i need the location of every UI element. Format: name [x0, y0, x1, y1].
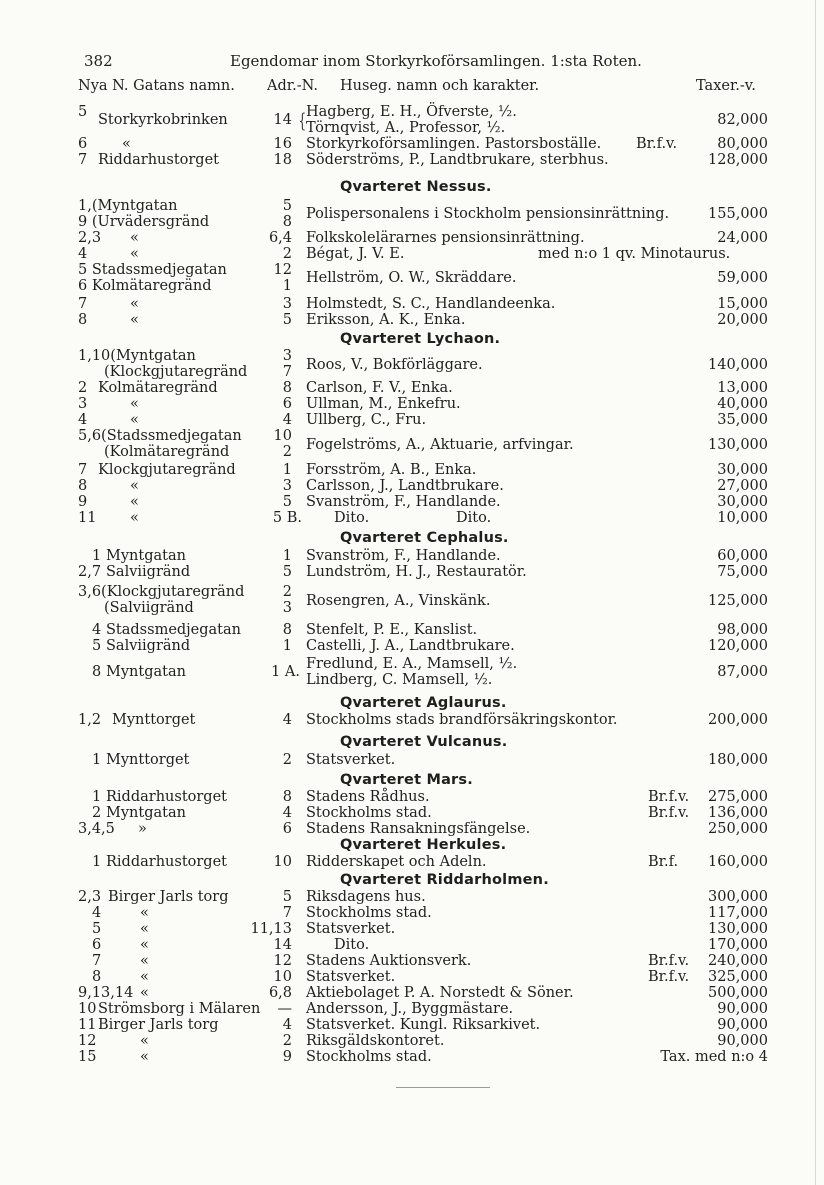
new-number: 7	[78, 152, 88, 168]
owner-name: Statsverket.	[306, 921, 396, 937]
street-name: «	[140, 1049, 149, 1065]
street-name: 1,10(Myntgatan	[78, 348, 196, 364]
address-number: —	[277, 1001, 292, 1017]
new-number: 1	[92, 789, 102, 805]
table-row	[78, 921, 778, 937]
address-number: 2	[282, 246, 292, 262]
note-text: Br.f.v.	[648, 789, 690, 805]
street-name: Riddarhustorget	[106, 789, 227, 805]
address-number: 1	[282, 638, 292, 654]
table-row	[78, 564, 778, 580]
new-number: 6	[92, 937, 102, 953]
owner-name: Lindberg, C. Mamsell, ½.	[306, 672, 493, 688]
section-heading: Qvarteret Cephalus.	[340, 530, 509, 546]
table-row	[78, 638, 778, 654]
street-name: Myntgatan	[106, 664, 186, 680]
street-name: «	[130, 296, 139, 312]
tax-value: 98,000	[717, 622, 768, 638]
street-name: (Kolmätaregränd	[104, 444, 230, 460]
street-name: Riddarhustorget	[98, 152, 219, 168]
table-row	[78, 412, 778, 428]
address-number: 18	[273, 152, 292, 168]
street-name: Strömsborg i Mälaren	[98, 1001, 261, 1017]
table-row	[78, 230, 778, 246]
table-row	[78, 905, 778, 921]
tax-value: 90,000	[717, 1017, 768, 1033]
street-name: «	[140, 985, 149, 1001]
tax-value: 500,000	[708, 985, 768, 1001]
tax-value: 117,000	[708, 905, 768, 921]
owner-name: Carlson, F. V., Enka.	[306, 380, 453, 396]
tax-value: 180,000	[708, 752, 768, 768]
street-name: Birger Jarls torg	[98, 1017, 219, 1033]
owner-name: Hagberg, E. H., Öfverste, ½.	[306, 104, 517, 120]
tax-value: 140,000	[708, 357, 768, 373]
address-number: 10	[273, 428, 292, 444]
street-name: «	[130, 478, 139, 494]
table-row	[78, 712, 778, 728]
address-number: 1 A.	[271, 664, 300, 680]
owner-name: Carlsson, J., Landtbrukare.	[306, 478, 504, 494]
address-number: 12	[273, 262, 292, 278]
page-number: 382	[84, 52, 113, 70]
section-heading: Qvarteret Aglaurus.	[340, 695, 507, 711]
street-name: Salviigränd	[106, 638, 191, 654]
owner-name: Stockholms stad.	[306, 905, 432, 921]
column-header-owner: Huseg. namn och karakter.	[340, 78, 540, 94]
new-number: 8	[92, 969, 102, 985]
owner-name: Roos, V., Bokförläggare.	[306, 357, 483, 373]
table-row	[78, 969, 778, 985]
owner-name: Fredlund, E. A., Mamsell, ½.	[306, 656, 518, 672]
column-header-tax: Taxer.-v.	[696, 78, 756, 94]
note-text: Br.f.v.	[648, 969, 690, 985]
address-number: 1	[282, 548, 292, 564]
tax-value: 300,000	[708, 889, 768, 905]
new-number: 6	[78, 136, 88, 152]
new-number: 4	[92, 622, 102, 638]
address-number: 10	[273, 969, 292, 985]
table-row	[78, 296, 778, 312]
address-number: 4	[282, 412, 292, 428]
street-name: »	[138, 821, 147, 837]
street-name: «	[130, 494, 139, 510]
table-row	[78, 198, 778, 230]
tax-value: 170,000	[708, 937, 768, 953]
new-number: 8	[78, 478, 88, 494]
new-number: 4	[78, 412, 88, 428]
tax-value: 13,000	[717, 380, 768, 396]
tax-value: 128,000	[708, 152, 768, 168]
owner-name: Holmstedt, S. C., Handlandeenka.	[306, 296, 556, 312]
table-row	[78, 953, 778, 969]
address-number: 11,13	[250, 921, 292, 937]
street-name: Storkyrkobrinken	[98, 112, 228, 128]
street-name: «	[140, 1033, 149, 1049]
new-number: 3	[78, 396, 88, 412]
table-row	[78, 104, 778, 136]
street-name: Kolmätaregränd	[98, 380, 218, 396]
tax-value: 59,000	[717, 270, 768, 286]
tax-value: 30,000	[717, 462, 768, 478]
street-name: «	[130, 396, 139, 412]
owner-name: Söderströms, P., Landtbrukare, sterbhus.	[306, 152, 609, 168]
new-number: 5	[78, 104, 88, 120]
address-number: 2	[282, 1033, 292, 1049]
address-number: 6	[282, 821, 292, 837]
new-number: 12	[78, 1033, 97, 1049]
street-name: Klockgjutaregränd	[98, 462, 236, 478]
tax-value: 35,000	[717, 412, 768, 428]
owner-name: Statsverket.	[306, 752, 396, 768]
owner-name: Ullberg, C., Fru.	[306, 412, 427, 428]
new-number: 1	[92, 548, 102, 564]
street-name: Myntgatan	[106, 548, 186, 564]
address-number: 3	[282, 296, 292, 312]
street-name: «	[140, 953, 149, 969]
owner-name: Riksdagens hus.	[306, 889, 426, 905]
new-number: 7	[78, 462, 88, 478]
tax-value: 240,000	[708, 953, 768, 969]
new-number: 3,4,5	[78, 821, 115, 837]
new-number: 2,7	[78, 564, 102, 580]
page-edge	[815, 0, 816, 1185]
owner-name: Fogelströms, A., Aktuarie, arfvingar.	[306, 437, 574, 453]
table-row	[78, 889, 778, 905]
address-number: 3	[282, 478, 292, 494]
owner-name: Dito.	[334, 510, 370, 526]
street-name: «	[140, 937, 149, 953]
owner-name: Ridderskapet och Adeln.	[306, 854, 487, 870]
street-name: (Salviigränd	[104, 600, 194, 616]
tax-value: Tax. med n:o 4	[660, 1049, 768, 1065]
owner-name: Rosengren, A., Vinskänk.	[306, 593, 491, 609]
tax-value: 90,000	[717, 1033, 768, 1049]
address-number: 5 B.	[272, 510, 302, 526]
tax-value: 87,000	[717, 664, 768, 680]
tax-value: 155,000	[708, 206, 768, 222]
table-row	[78, 478, 778, 494]
footer-rule	[396, 1087, 490, 1088]
tax-value: 160,000	[708, 854, 768, 870]
column-header-street: Nya N. Gatans namn.	[78, 78, 235, 94]
owner-name: Stadens Ransakningsfängelse.	[306, 821, 531, 837]
note-text: Br.f.	[648, 854, 679, 870]
address-number: 8	[282, 622, 292, 638]
owner-name: Svanström, F., Handlande.	[306, 494, 501, 510]
table-row	[78, 348, 778, 380]
owner-name: Riksgäldskontoret.	[306, 1033, 445, 1049]
new-number: 9	[78, 494, 88, 510]
address-number: 5	[282, 889, 292, 905]
tax-value: 130,000	[708, 921, 768, 937]
new-number: 9,13,14	[78, 985, 134, 1001]
tax-value: 60,000	[717, 548, 768, 564]
table-row	[78, 262, 778, 294]
address-number: 6,8	[268, 985, 292, 1001]
owner-name: Stockholms stad.	[306, 805, 432, 821]
table-row	[78, 985, 778, 1001]
address-number: 5	[282, 494, 292, 510]
table-row	[78, 789, 778, 805]
table-row	[78, 510, 778, 526]
table-row	[78, 805, 778, 821]
new-number: 1	[92, 854, 102, 870]
address-number: 6,4	[268, 230, 292, 246]
street-name: 3,6(Klockgjutaregränd	[78, 584, 245, 600]
owner-name: Bégat, J. V. E.	[306, 246, 405, 262]
address-number: 1	[282, 278, 292, 294]
owner-name: Stenfelt, P. E., Kanslist.	[306, 622, 478, 638]
address-number: 3	[282, 348, 292, 364]
address-number: 8	[282, 380, 292, 396]
new-number: 8	[92, 664, 102, 680]
owner-name: Lundström, H. J., Restauratör.	[306, 564, 527, 580]
address-number: 1	[282, 462, 292, 478]
table-row	[78, 656, 778, 688]
owner-name: Aktiebolaget P. A. Norstedt & Söner.	[306, 985, 574, 1001]
new-number: 2,3	[78, 230, 102, 246]
owner-name: Stadens Rådhus.	[306, 789, 430, 805]
tax-value: 125,000	[708, 593, 768, 609]
street-name: «	[122, 136, 131, 152]
address-number: 7	[282, 364, 292, 380]
street-name: Myntgatan	[106, 805, 186, 821]
table-row	[78, 584, 778, 616]
section-heading: Qvarteret Riddarholmen.	[340, 872, 549, 888]
section-heading: Qvarteret Herkules.	[340, 837, 507, 853]
table-row	[78, 752, 778, 768]
address-number: 12	[273, 953, 292, 969]
street-name: Salviigränd	[106, 564, 191, 580]
column-headers	[78, 78, 778, 98]
new-number: 7	[92, 953, 102, 969]
street-name: (Klockgjutaregränd	[104, 364, 248, 380]
owner-name: Statsverket.	[306, 969, 396, 985]
new-number: 4	[78, 246, 88, 262]
address-number: 5	[282, 198, 292, 214]
owner-name: Statsverket. Kungl. Riksarkivet.	[306, 1017, 541, 1033]
table-row	[78, 548, 778, 564]
address-number: 4	[282, 805, 292, 821]
table-row	[78, 494, 778, 510]
address-number: 10	[273, 854, 292, 870]
address-number: 2	[282, 584, 292, 600]
table-row	[78, 246, 778, 262]
new-number: 1,2	[78, 712, 102, 728]
note-text: Dito.	[456, 510, 492, 526]
address-number: 8	[282, 214, 292, 230]
address-number: 14	[273, 937, 292, 953]
street-name: 6 Kolmätaregränd	[78, 278, 212, 294]
tax-value: 80,000	[717, 136, 768, 152]
table-row	[78, 462, 778, 478]
page-title: Egendomar inom Storkyrkoförsamlingen. 1:sta Roten.	[230, 52, 642, 70]
address-number: 8	[282, 789, 292, 805]
owner-name: Polispersonalens i Stockholm pensionsinrättning.	[306, 206, 670, 222]
new-number: 10	[78, 1001, 97, 1017]
new-number: 8	[78, 312, 88, 328]
note-text: Br.f.v.	[648, 953, 690, 969]
street-name: 5,6(Stadssmedjegatan	[78, 428, 242, 444]
tax-value: 250,000	[708, 821, 768, 837]
table-row	[78, 937, 778, 953]
address-number: 7	[282, 905, 292, 921]
address-number: 4	[282, 1017, 292, 1033]
tax-value: 10,000	[717, 510, 768, 526]
table-row	[78, 396, 778, 412]
address-number: 2	[282, 444, 292, 460]
new-number: 15	[78, 1049, 97, 1065]
address-number: 4	[282, 712, 292, 728]
address-number: 9	[282, 1049, 292, 1065]
street-name: Mynttorget	[106, 752, 190, 768]
tax-value: 27,000	[717, 478, 768, 494]
owner-name: Andersson, J., Byggmästare.	[306, 1001, 514, 1017]
table-row	[78, 1017, 778, 1033]
tax-value: 75,000	[717, 564, 768, 580]
address-number: 2	[282, 752, 292, 768]
section-heading: Qvarteret Nessus.	[340, 179, 492, 195]
street-name: «	[140, 905, 149, 921]
owner-name: Svanström, F., Handlande.	[306, 548, 501, 564]
street-name: Stadssmedjegatan	[106, 622, 241, 638]
tax-value: 24,000	[717, 230, 768, 246]
tax-value: 40,000	[717, 396, 768, 412]
owner-name: Stockholms stad.	[306, 1049, 432, 1065]
tax-value: 82,000	[717, 112, 768, 128]
table-row	[78, 1049, 778, 1065]
address-number: 3	[282, 600, 292, 616]
owner-name: Törnqvist, A., Professor, ½.	[306, 120, 506, 136]
new-number: 1	[92, 752, 102, 768]
new-number: 5	[92, 638, 102, 654]
note-text: med n:o 1 qv. Minotaurus.	[538, 246, 731, 262]
new-number: 7	[78, 296, 88, 312]
new-number: 2,3	[78, 889, 102, 905]
owner-name: Storkyrkoförsamlingen. Pastorsboställe.	[306, 136, 602, 152]
street-name: 1,(Myntgatan	[78, 198, 178, 214]
street-name: Riddarhustorget	[106, 854, 227, 870]
new-number: 5	[92, 921, 102, 937]
table-row	[78, 152, 778, 168]
section-heading: Qvarteret Mars.	[340, 772, 473, 788]
owner-name: Hellström, O. W., Skräddare.	[306, 270, 517, 286]
table-row	[78, 1033, 778, 1049]
tax-value: 275,000	[708, 789, 768, 805]
tax-value: 325,000	[708, 969, 768, 985]
table-row	[78, 380, 778, 396]
street-name: «	[130, 312, 139, 328]
tax-value: 136,000	[708, 805, 768, 821]
table-row	[78, 428, 778, 460]
table-row	[78, 1001, 778, 1017]
street-name: 9 (Urvädersgränd	[78, 214, 210, 230]
new-number: 11	[78, 1017, 97, 1033]
tax-value: 20,000	[717, 312, 768, 328]
section-heading: Qvarteret Vulcanus.	[340, 734, 508, 750]
tax-value: 130,000	[708, 437, 768, 453]
street-name: Birger Jarls torg	[108, 889, 229, 905]
owner-name: Castelli, J. A., Landtbrukare.	[306, 638, 515, 654]
tax-value: 120,000	[708, 638, 768, 654]
table-row	[78, 854, 778, 870]
tax-value: 30,000	[717, 494, 768, 510]
column-header-address: Adr.-N.	[267, 78, 318, 94]
address-number: 5	[282, 564, 292, 580]
owner-name: Forsström, A. B., Enka.	[306, 462, 477, 478]
brace-glyph: {	[298, 108, 307, 132]
table-row	[78, 622, 778, 638]
new-number: 11	[78, 510, 97, 526]
owner-name: Ullman, M., Enkefru.	[306, 396, 461, 412]
new-number: 2	[92, 805, 102, 821]
address-number: 6	[282, 396, 292, 412]
street-name: «	[140, 969, 149, 985]
owner-name: Stadens Auktionsverk.	[306, 953, 472, 969]
new-number: 4	[92, 905, 102, 921]
street-name: «	[130, 230, 139, 246]
new-number: 2	[78, 380, 88, 396]
page-header	[84, 52, 784, 72]
street-name: «	[130, 510, 139, 526]
street-name: «	[130, 246, 139, 262]
tax-value: 90,000	[717, 1001, 768, 1017]
section-heading: Qvarteret Lychaon.	[340, 331, 501, 347]
owner-name: Eriksson, A. K., Enka.	[306, 312, 466, 328]
owner-name: Dito.	[334, 937, 370, 953]
address-number: 5	[282, 312, 292, 328]
street-name: «	[140, 921, 149, 937]
street-name: 5 Stadssmedjegatan	[78, 262, 227, 278]
table-row	[78, 821, 778, 837]
tax-value: 200,000	[708, 712, 768, 728]
owner-name: Stockholms stads brandförsäkringskontor.	[306, 712, 618, 728]
owner-name: Folkskolelärarnes pensionsinrättning.	[306, 230, 585, 246]
address-number: 16	[273, 136, 292, 152]
street-name: Mynttorget	[112, 712, 196, 728]
note-text: Br.f.v.	[648, 805, 690, 821]
note-text: Br.f.v.	[636, 136, 678, 152]
tax-value: 15,000	[717, 296, 768, 312]
street-name: «	[130, 412, 139, 428]
table-row	[78, 136, 778, 152]
table-row	[78, 312, 778, 328]
address-number: 14	[273, 112, 292, 128]
